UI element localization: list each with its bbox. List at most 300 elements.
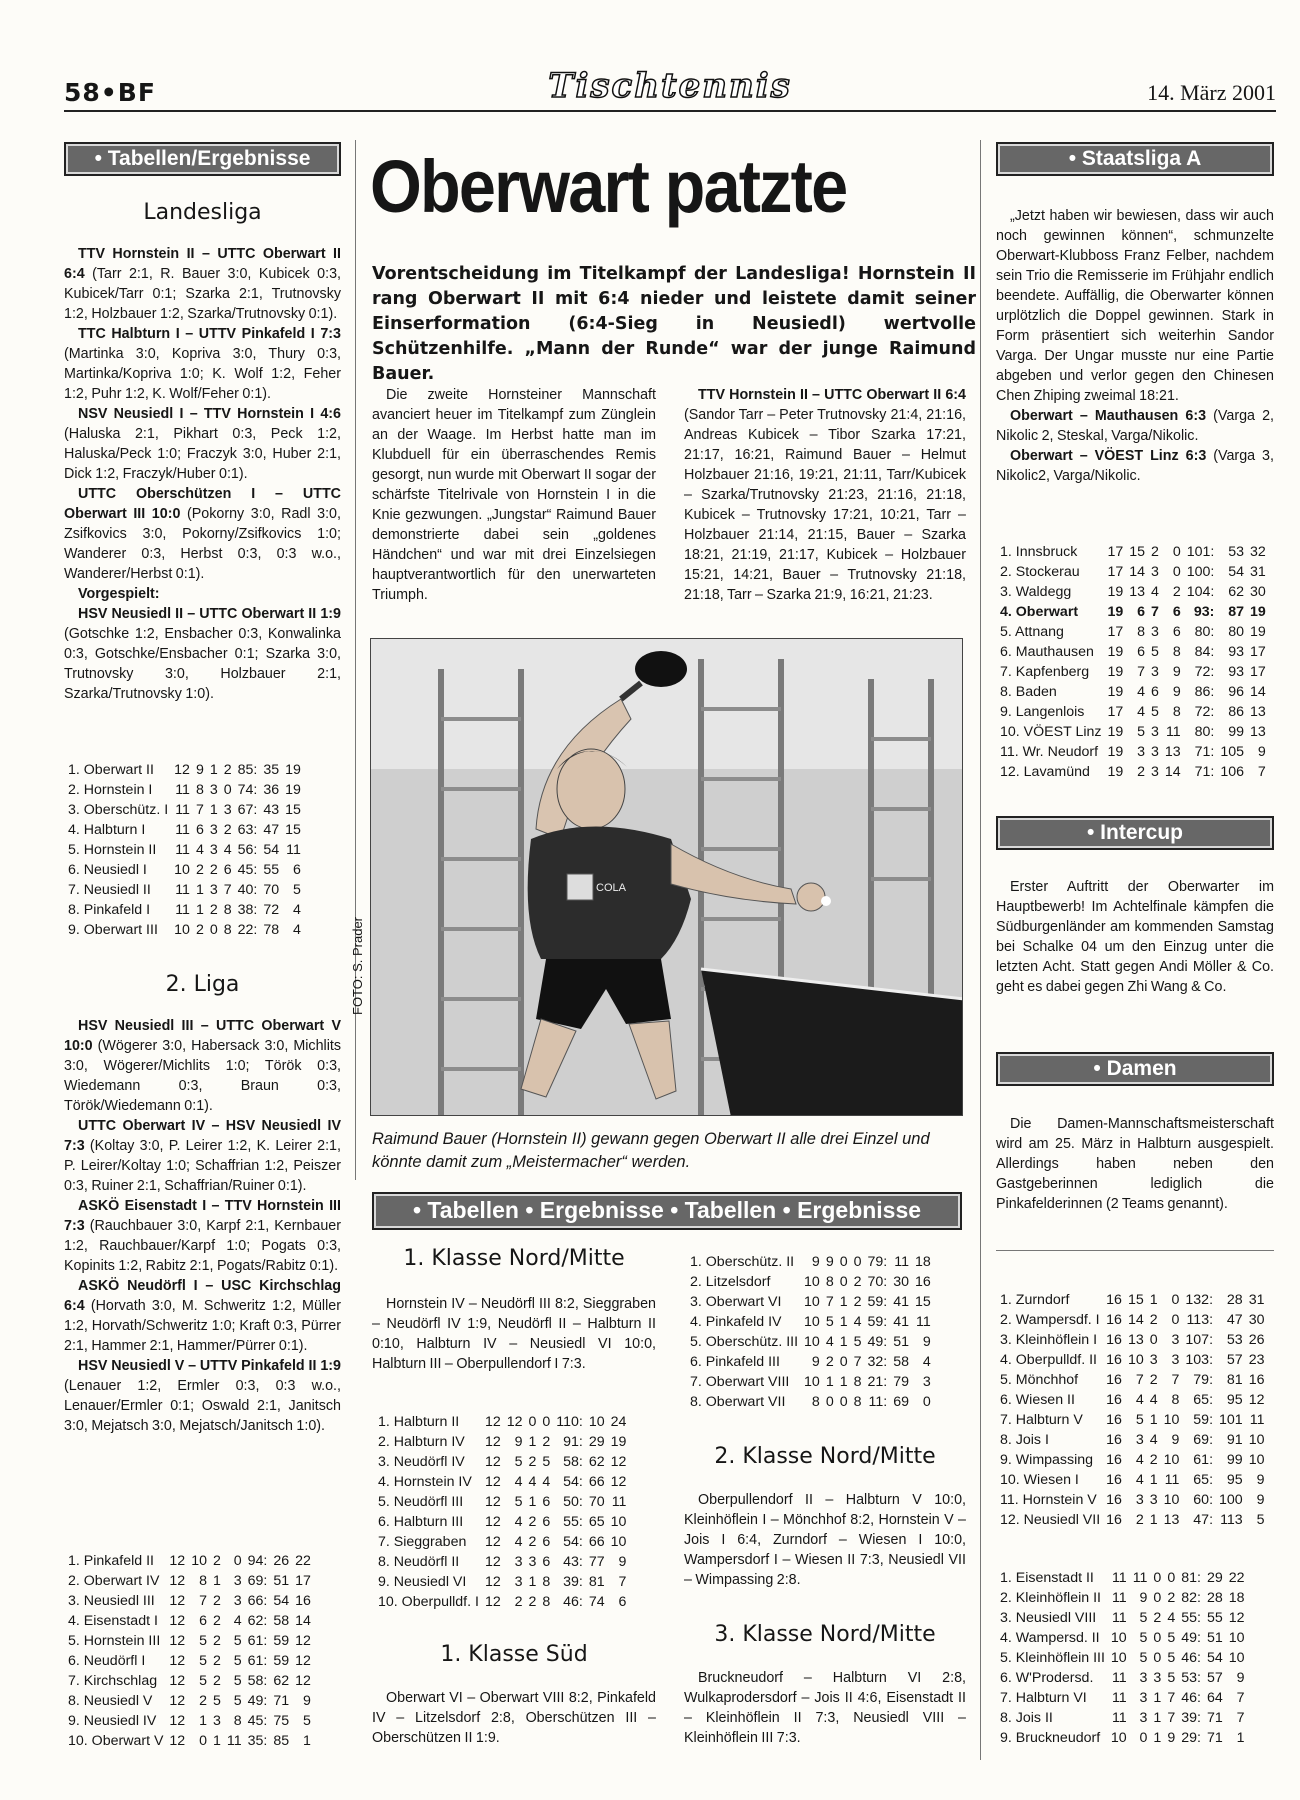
table-cell: 93: <box>1193 604 1215 620</box>
table-cell: 0 <box>1153 1650 1162 1666</box>
table-cell: 3 <box>209 822 218 838</box>
table-cell: 11 <box>1249 1412 1265 1428</box>
table-cell: 14 <box>1164 764 1181 780</box>
table-cell: 55: <box>563 1514 583 1530</box>
table-cell: 4 <box>293 902 301 918</box>
table-cell: 67: <box>237 802 258 818</box>
table-row <box>68 1711 314 1731</box>
table-cell: 11 <box>1111 1670 1127 1686</box>
table-cell: 2 <box>514 1594 523 1610</box>
table-cell: 3 <box>922 1374 931 1390</box>
table-cell: 12 <box>295 1633 311 1649</box>
table-cell: 10 <box>1110 1730 1127 1746</box>
table-cell: 15 <box>1127 1292 1144 1308</box>
table-cell: 21: <box>867 1374 888 1390</box>
table-cell: 0 <box>839 1274 848 1290</box>
team-name: 6. Neusiedl I <box>68 862 147 878</box>
table-cell: 0 <box>839 1254 848 1270</box>
table-cell: 8 <box>1171 1392 1180 1408</box>
table-cell: 5 <box>199 1653 207 1669</box>
table-cell: 11 <box>175 802 190 818</box>
table-cell: 4 <box>514 1534 523 1550</box>
team-name: 8. Pinkafeld I <box>68 902 151 918</box>
table-cell: 3 <box>1137 744 1146 760</box>
table-cell: 6 <box>618 1594 627 1610</box>
table-cell: 3 <box>1151 664 1159 680</box>
table-cell: 32 <box>1250 544 1266 560</box>
table-cell: 16 <box>295 1593 311 1609</box>
table-cell: 39: <box>563 1574 583 1590</box>
liga2-results <box>64 1016 341 1436</box>
table-cell: 85: <box>237 762 258 778</box>
table-cell: 3 <box>514 1574 523 1590</box>
table-cell: 5 <box>303 1713 311 1729</box>
team-name: 10. VÖEST Linz <box>1000 724 1102 740</box>
table-cell: 36 <box>263 782 280 798</box>
table-cell: 5 <box>233 1673 242 1689</box>
table-cell: 17 <box>295 1573 311 1589</box>
table-cell: 19 <box>285 762 301 778</box>
damen-box: • Damen <box>996 1052 1274 1086</box>
table-cell: 18 <box>915 1254 931 1270</box>
team-name: 2. Kleinhöflein II <box>1000 1590 1101 1606</box>
table-cell: 11 <box>175 902 190 918</box>
table-cell: 10 <box>1228 1650 1245 1666</box>
table-row <box>690 1252 934 1272</box>
table-cell: 28 <box>1206 1590 1223 1606</box>
table-cell: 3 <box>1151 724 1159 740</box>
table-cell: 59 <box>273 1633 290 1649</box>
table-cell: 16 <box>1106 1312 1122 1328</box>
table-row <box>1000 562 1269 582</box>
table-cell: 2 <box>212 1633 221 1649</box>
table-cell: 4 <box>514 1514 523 1530</box>
table-cell: 1 <box>303 1733 311 1749</box>
player-photo <box>370 638 963 1116</box>
table-row <box>1000 1708 1248 1728</box>
damen-text: Die Damen-Mannschaftsmeisterschaft wird am 25. März in Halbturn ausgespielt. Allerdings haben neben den Gastgeberinnen lediglich die Pinkafelderinnen (2 Teams genannt). <box>996 1116 1274 1212</box>
table-cell: 61: <box>1193 1452 1214 1468</box>
table-cell: 13 <box>1250 724 1266 740</box>
table-cell: 0 <box>209 922 218 938</box>
table-cell: 16 <box>1106 1472 1122 1488</box>
table-cell: 12 <box>174 762 190 778</box>
table-row <box>1000 642 1269 662</box>
table-cell: 74: <box>237 782 258 798</box>
table-cell: 6 <box>223 862 232 878</box>
table-cell: 69 <box>893 1394 909 1410</box>
table-cell: 3 <box>1153 1670 1162 1686</box>
table-cell: 58 <box>273 1613 290 1629</box>
table-cell: 4 <box>1135 1392 1144 1408</box>
table-cell: 1 <box>528 1434 537 1450</box>
table-cell: 70 <box>588 1494 605 1510</box>
table-cell: 80 <box>1228 624 1244 640</box>
nm2-results: Oberpullendorf II – Halbturn V 10:0, Kleinhöflein I – Mönchhof 8:2, Hornstein V – Jois I 6:4, Zurndorf – Wiesen I 10:0, Wampersdorf I – Wiesen II 7:3, Neusiedl VII – Wimpassing 2:8. <box>684 1492 966 1588</box>
table-cell: 93 <box>1228 644 1244 660</box>
table-cell: 9 <box>811 1354 820 1370</box>
table-cell: 3 <box>223 802 232 818</box>
table-cell: 31 <box>1248 1292 1265 1308</box>
team-name: 3. Oberwart VI <box>690 1294 782 1310</box>
table-cell: 4 <box>195 842 204 858</box>
table-cell: 4 <box>514 1474 523 1490</box>
table-cell: 32: <box>867 1354 888 1370</box>
table-cell: 10 <box>804 1374 820 1390</box>
table-cell: 1 <box>1149 1412 1158 1428</box>
table-cell: 55 <box>1206 1610 1223 1626</box>
table-cell: 12 <box>295 1653 311 1669</box>
right-divider <box>996 1250 1274 1251</box>
table-cell: 4 <box>1137 684 1146 700</box>
table-row <box>68 1551 314 1571</box>
table-row <box>1000 1668 1248 1688</box>
table-cell: 3 <box>1151 624 1159 640</box>
klasse-table-2 <box>1000 1290 1267 1530</box>
table-cell: 43: <box>563 1554 583 1570</box>
article-body: Die zweite Hornsteiner Mannschaft avanciert heuer im Titelkampf zum Zünglein an der Waage. Im Herbst hatte man im Klubduell für ein überraschendes Remis gesorgt, nun wurde mit Oberwart II sogar der schärfste Titelrivale von Hornstein I in die Knie gezwungen. „Jungstar“ Raimund Bauer demonstrierte dabei sein „goldenes Händchen“ und war mit drei Einzelsiegen hauptverantwortlich für den unerwarteten Triumph. <box>372 387 656 603</box>
table-cell: 10 <box>1110 1650 1127 1666</box>
table-row <box>1000 762 1269 782</box>
staatsliga-box: • Staatsliga A <box>996 142 1274 176</box>
table-row <box>1000 722 1269 742</box>
table-cell: 8 <box>223 922 232 938</box>
table-cell: 8 <box>811 1394 820 1410</box>
table-cell: 8 <box>1172 704 1181 720</box>
table-cell: 1 <box>839 1374 848 1390</box>
table-cell: 8 <box>1137 624 1146 640</box>
table-cell: 11 <box>1111 1570 1127 1586</box>
team-name: 3. Neudörfl IV <box>378 1454 465 1470</box>
table-cell: 11 <box>894 1254 909 1270</box>
table-cell: 10 <box>1163 1452 1180 1468</box>
table-cell: 71 <box>1206 1710 1223 1726</box>
table-cell: 8 <box>825 1274 834 1290</box>
table-cell: 10 <box>174 862 190 878</box>
team-name: 1. Oberwart II <box>68 762 154 778</box>
table-cell: 2 <box>1167 1590 1176 1606</box>
table-row <box>68 860 304 880</box>
table-cell: 17 <box>1250 664 1266 680</box>
table-cell: 14 <box>1129 564 1146 580</box>
table-cell: 100 <box>1219 1492 1243 1508</box>
deck: Vorentscheidung im Titelkampf der Landesliga! Hornstein II rang Oberwart II mit 6:4 nieder und leistete damit seiner Einserformation (6:4-Sieg in Neusiedl) wertvolle Schützenhilfe. „Mann der Runde“ war der junge Raimund Bauer. <box>372 264 976 384</box>
table-cell: 0 <box>233 1553 242 1569</box>
table-cell: 3 <box>233 1573 242 1589</box>
table-row <box>1000 682 1269 702</box>
table-cell: 1 <box>1153 1690 1162 1706</box>
team-name: 7. Kapfenberg <box>1000 664 1090 680</box>
team-name: 10. Oberpulldf. I <box>378 1594 479 1610</box>
table-cell: 16 <box>915 1274 931 1290</box>
table-cell: 1 <box>1236 1730 1245 1746</box>
table-cell: 13 <box>1250 704 1266 720</box>
team-name: 7. Sieggraben <box>378 1534 467 1550</box>
table-cell: 70: <box>867 1274 888 1290</box>
team-name: 11. Wr. Neudorf <box>1000 744 1099 760</box>
team-name: 3. Kleinhöflein I <box>1000 1332 1098 1348</box>
table-cell: 85 <box>273 1733 290 1749</box>
staatsliga-text: „Jetzt haben wir bewiesen, dass wir auch noch gewinnen können“, schmunzelte Oberwart-Klubboss Franz Felber, nachdem sein Trio die Remisserie im Frühjahr endlich beendete. Auffällig, die Oberwarter können urplötzlich die Doppel gewinnen. Stark in Form präsentiert sich weiterhin Sandor Varga. Der Ungar musste nur eine Partie abgeben und verlor gegen den Chinesen Chen Zhiping zweimal 18:21. Oberwart – Mauthausen 6:3 (Varga 2, Nikolic 2, Steskal, Varga/Nikolic. Oberwart – VÖEST Linz 6:3 (Varga 3, Nikolic2, Varga/Nikolic. <box>996 208 1274 484</box>
table-cell: 82: <box>1181 1590 1201 1606</box>
team-name: 8. Baden <box>1000 684 1057 700</box>
table-cell: 1 <box>825 1374 834 1390</box>
table-cell: 7 <box>1135 1372 1144 1388</box>
table-cell: 16 <box>1106 1492 1122 1508</box>
table-row <box>1000 1430 1267 1450</box>
table-cell: 17 <box>1107 564 1124 580</box>
team-name: 7. Halbturn VI <box>1000 1690 1087 1706</box>
table-cell: 66 <box>588 1474 605 1490</box>
table-cell: 2 <box>1149 1452 1158 1468</box>
table-cell: 0 <box>825 1394 834 1410</box>
table-row <box>68 1691 314 1711</box>
table-cell: 72 <box>263 902 280 918</box>
table-cell: 49: <box>867 1334 888 1350</box>
team-name: 2. Wampersdf. I <box>1000 1312 1100 1328</box>
table-cell: 2 <box>209 862 218 878</box>
table-cell: 6 <box>1172 624 1181 640</box>
table-cell: 54 <box>273 1593 290 1609</box>
table-row <box>378 1552 629 1572</box>
table-cell: 1 <box>199 1713 207 1729</box>
table-cell: 19 <box>1250 624 1266 640</box>
team-name: 2. Litzelsdorf <box>690 1274 771 1290</box>
table-cell: 7 <box>1151 604 1159 620</box>
table-cell: 2 <box>212 1653 221 1669</box>
table-cell: 93 <box>1228 664 1244 680</box>
table-cell: 57 <box>1226 1352 1243 1368</box>
table-cell: 19 <box>1107 644 1124 660</box>
team-name: 6. Halbturn III <box>378 1514 464 1530</box>
table-cell: 9 <box>1172 684 1181 700</box>
table-cell: 6 <box>1137 604 1146 620</box>
table-row <box>1000 662 1269 682</box>
table-row <box>68 1731 314 1751</box>
table-row <box>1000 742 1269 762</box>
table-cell: 3 <box>209 842 218 858</box>
table-cell: 2 <box>1153 1610 1162 1626</box>
table-row <box>68 920 304 940</box>
nm3-title: 3. Klasse Nord/Mitte <box>714 1622 936 1647</box>
table-cell: 12 <box>610 1474 627 1490</box>
photo-credit: FOTO: S. Prader <box>350 916 365 1015</box>
table-cell: 14 <box>295 1613 311 1629</box>
team-name: 10. Oberwart V <box>68 1733 164 1749</box>
table-cell: 55: <box>1181 1610 1201 1626</box>
table-cell: 59: <box>867 1294 888 1310</box>
table-cell: 79: <box>867 1254 888 1270</box>
team-name: 5. Oberschütz. III <box>690 1334 799 1350</box>
landesliga-title: Landesliga <box>143 200 262 225</box>
table-row <box>378 1492 629 1512</box>
table-cell: 100: <box>1186 564 1215 580</box>
table-cell: 12 <box>610 1454 627 1470</box>
table-cell: 5 <box>1135 1412 1144 1428</box>
table-cell: 17 <box>1107 624 1124 640</box>
table-cell: 15 <box>285 822 301 838</box>
table-cell: 2 <box>212 1553 221 1569</box>
table-cell: 0 <box>1167 1570 1176 1586</box>
table-cell: 5 <box>1151 644 1159 660</box>
table-cell: 4 <box>293 922 301 938</box>
team-name: 7. Neusiedl II <box>68 882 151 898</box>
table-cell: 10 <box>1110 1630 1127 1646</box>
table-cell: 4 <box>528 1474 537 1490</box>
left-section-box: • Tabellen/Ergebnisse <box>64 142 341 176</box>
table-row <box>378 1472 629 1492</box>
table-cell: 12 <box>169 1553 186 1569</box>
team-name: 3. Waldegg <box>1000 584 1072 600</box>
table-cell: 16 <box>1248 1372 1265 1388</box>
result-item: UTTC Oberschützen I – UTTC Oberwart III 10:0 (Pokorny 3:0, Radl 3:0, Zsifkovics 3:0, Pokorny/Zsifkovics 1:0; Wanderer 0:3, Herbst 0:3, 0:3 w.o., Wanderer/Herbst 0:1). <box>64 486 341 582</box>
sued-results: Oberwart VI – Oberwart VIII 8:2, Pinkafeld IV – Litzelsdorf 2:8, Oberschützen III – Oberschützen II 1:9. <box>372 1690 656 1746</box>
table-cell: 2 <box>528 1594 537 1610</box>
table-cell: 65: <box>1193 1472 1214 1488</box>
table-cell: 22: <box>237 922 258 938</box>
table-row <box>1000 1470 1267 1490</box>
table-cell: 19 <box>1107 724 1124 740</box>
table-cell: 47: <box>1193 1512 1214 1528</box>
table-cell: 12 <box>506 1414 523 1430</box>
result-item: NSV Neusiedl I – TTV Hornstein I 4:6 (Haluska 2:1, Pikhart 0:3, Peck 1:2, Haluska/Peck 1:0; Fraczyk 3:0, Huber 2:1, Dick 1:2, Fraczyk/Huber 0:1). <box>64 406 341 482</box>
table-row <box>68 1571 314 1591</box>
table-cell: 6 <box>542 1534 551 1550</box>
table-row <box>68 800 304 820</box>
result-item: HSV Neusiedl III – UTTC Oberwart V 10:0 (Wögerer 3:0, Habersack 3:0, Michlits 3:0, Wögerer/Michlits 1:0; Török 0:3, Wiedemann 0:3, Braun 0:3, Török/Wiedemann 0:1). <box>64 1018 341 1114</box>
table-cell: 9 <box>922 1334 931 1350</box>
liga2-table <box>68 1551 314 1751</box>
table-cell: 19 <box>610 1434 627 1450</box>
table-cell: 9 <box>1256 1472 1265 1488</box>
team-name: 4. Hornstein IV <box>378 1474 472 1490</box>
table-cell: 60: <box>1193 1492 1214 1508</box>
table-cell: 12 <box>1228 1610 1245 1626</box>
table-cell: 66: <box>247 1593 268 1609</box>
table-cell: 6 <box>293 862 301 878</box>
table-cell: 1 <box>195 902 204 918</box>
table-cell: 11 <box>1111 1710 1127 1726</box>
table-cell: 49: <box>1181 1630 1201 1646</box>
table-cell: 1 <box>528 1574 537 1590</box>
table-cell: 95 <box>1226 1392 1243 1408</box>
result-item: HSV Neusiedl V – UTTV Pinkafeld II 1:9 (Lenauer 1:2, Ermler 0:3, 0:3 w.o., Lenauer/Ermler 0:1; Oswald 2:1, Janitsch 3:0, Mejatsch 3:0, Mejatsch/Janitsch 1:0). <box>64 1358 341 1434</box>
table-cell: 3 <box>1151 564 1159 580</box>
shirt-logo: COLA <box>596 882 626 894</box>
table-cell: 2 <box>212 1673 221 1689</box>
table-cell: 5 <box>233 1653 242 1669</box>
team-name: 4. Eisenstadt I <box>68 1613 158 1629</box>
table-row <box>690 1372 934 1392</box>
team-name: 8. Jois I <box>1000 1432 1049 1448</box>
table-cell: 46: <box>1181 1690 1201 1706</box>
table-cell: 10 <box>610 1514 627 1530</box>
table-cell: 5 <box>1151 704 1159 720</box>
table-cell: 86: <box>1194 684 1215 700</box>
table-row <box>1000 622 1269 642</box>
liga2-title: 2. Liga <box>165 972 240 997</box>
team-name: 11. Hornstein V <box>1000 1492 1097 1508</box>
table-cell: 0 <box>853 1254 862 1270</box>
table-cell: 7 <box>1236 1690 1245 1706</box>
table-cell: 6 <box>542 1514 551 1530</box>
table-cell: 16 <box>1106 1412 1122 1428</box>
table-cell: 9 <box>1257 744 1266 760</box>
table-cell: 7 <box>618 1574 627 1590</box>
table-cell: 7 <box>199 1593 207 1609</box>
table-cell: 51 <box>273 1573 290 1589</box>
table-cell: 58 <box>893 1354 909 1370</box>
table-cell: 66 <box>588 1534 605 1550</box>
table-cell: 84: <box>1194 644 1215 660</box>
table-row <box>1000 1290 1267 1310</box>
table-cell: 1 <box>1149 1472 1158 1488</box>
table-cell: 3 <box>528 1554 537 1570</box>
table-cell: 9 <box>811 1254 820 1270</box>
table-cell: 5 <box>1167 1670 1176 1686</box>
table-cell: 3 <box>1135 1432 1144 1448</box>
team-name: 4. Oberpulldf. II <box>1000 1352 1097 1368</box>
table-cell: 7 <box>1257 764 1266 780</box>
table-row <box>68 840 304 860</box>
table-cell: 47 <box>1226 1312 1243 1328</box>
table-cell: 47 <box>263 822 280 838</box>
table-cell: 2 <box>1151 544 1159 560</box>
table-cell: 7 <box>223 882 232 898</box>
table-cell: 81 <box>1226 1372 1243 1388</box>
table-cell: 6 <box>542 1494 551 1510</box>
table-cell: 80: <box>1194 624 1215 640</box>
table-row <box>1000 702 1269 722</box>
table-row <box>690 1392 934 1412</box>
table-cell: 99 <box>1226 1452 1243 1468</box>
table-row <box>68 820 304 840</box>
table-cell: 49: <box>247 1693 268 1709</box>
table-cell: 4 <box>1135 1472 1144 1488</box>
table-cell: 12 <box>169 1573 186 1589</box>
table-cell: 0 <box>839 1354 848 1370</box>
team-name: 9. Oberwart III <box>68 922 158 938</box>
table-cell: 53 <box>1228 544 1244 560</box>
table-cell: 113: <box>1186 1312 1214 1328</box>
team-name: 9. Bruckneudorf <box>1000 1730 1101 1746</box>
table-cell: 1 <box>528 1494 537 1510</box>
table-row <box>378 1412 629 1432</box>
table-cell: 9 <box>195 762 204 778</box>
table-cell: 9 <box>514 1434 523 1450</box>
table-cell: 3 <box>1149 1492 1158 1508</box>
table-row <box>378 1532 629 1552</box>
table-row <box>690 1292 934 1312</box>
table-cell: 2 <box>212 1593 221 1609</box>
table-cell: 11 <box>1132 1570 1148 1586</box>
table-cell: 0 <box>1139 1730 1148 1746</box>
table-cell: 10 <box>804 1314 820 1330</box>
table-cell: 71: <box>1194 764 1215 780</box>
table-cell: 3 <box>1171 1352 1180 1368</box>
team-name: 7. Halbturn V <box>1000 1412 1083 1428</box>
table-cell: 16 <box>1106 1432 1122 1448</box>
table-cell: 8 <box>542 1574 551 1590</box>
table-cell: 8 <box>853 1394 862 1410</box>
table-cell: 16 <box>1106 1512 1122 1528</box>
table-cell: 2 <box>853 1274 862 1290</box>
team-name: 1. Pinkafeld II <box>68 1553 154 1569</box>
table-cell: 1 <box>1149 1512 1158 1528</box>
team-name: 6. Pinkafeld III <box>690 1354 780 1370</box>
table-cell: 5 <box>1137 724 1146 740</box>
table-cell: 0 <box>1153 1630 1162 1646</box>
